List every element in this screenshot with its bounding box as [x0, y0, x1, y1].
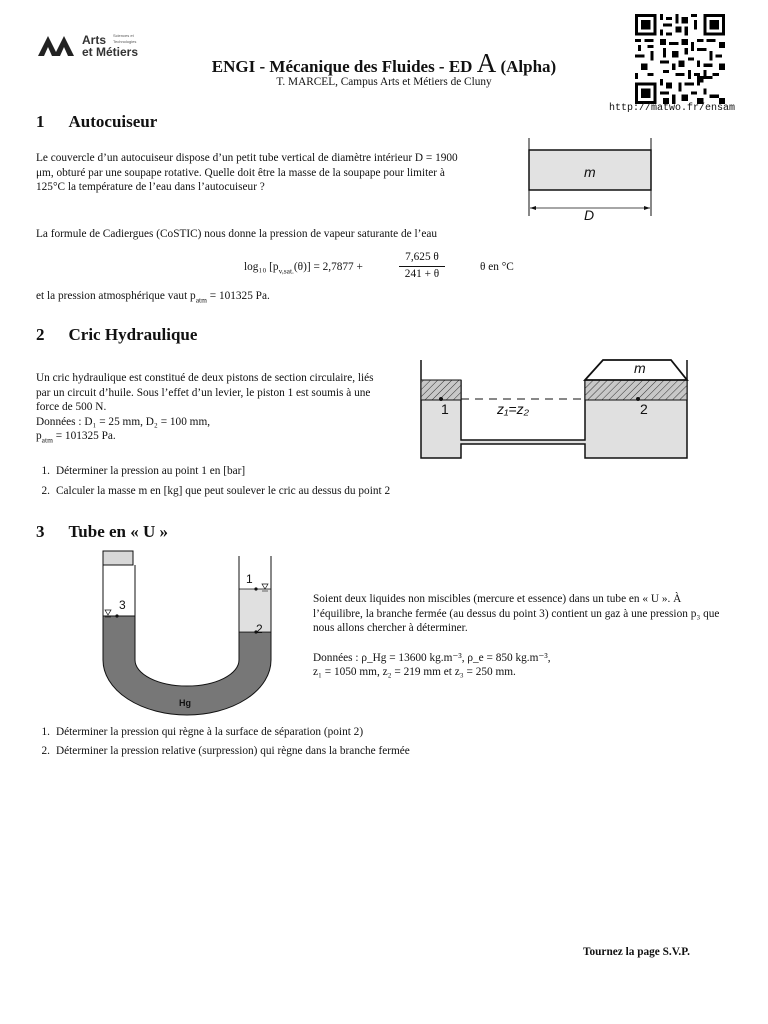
u-tube-point-3-label: 3 — [119, 598, 126, 612]
eq-unit: θ en °C — [480, 261, 514, 273]
qr-code-icon — [635, 14, 725, 104]
s2-paragraph-1: Un cric hydraulique est constitué de deux pistons de section circulaire, liés par un circuit d’huile. Sous l’effet d’un levier, le piston 1 est soumis à une force de 500 N. — [36, 372, 374, 414]
footer-turn-page: Tournez la page S.V.P. — [583, 946, 690, 958]
eq-denominator: 241 + θ — [404, 268, 440, 280]
section-1-heading — [36, 112, 157, 132]
s2-figure-jack — [416, 352, 696, 464]
title-letter: A — [476, 48, 497, 78]
logo-small-1: Sciences et — [113, 33, 134, 38]
qr-code[interactable] — [635, 14, 725, 104]
s3-question-1: 1. Déterminer la pression qui règne à la surface de séparation (point 2) — [41, 726, 364, 738]
eq-numerator: 7,625 θ — [405, 251, 439, 263]
s1-equation: log₁₀ $[p_{v,sat.}(\theta)] = 2,7877$ + 7,625 θ 241 + θ θ en °C — [244, 251, 514, 280]
hydraulic-jack-diagram — [416, 352, 696, 464]
section-3-number: 3 — [36, 522, 45, 541]
jack-point-2-label: 2 — [640, 401, 648, 417]
s3-question-list — [36, 725, 410, 759]
logo-small-2: Technologies — [113, 39, 137, 44]
s3-paragraph-3: z₁ = 1050 mm, z₂ = 219 mm et z₃ = 250 mm. — [313, 666, 516, 678]
page-title: ENGI - Mécanique des Fluides - ED A (Alpha) — [211, 48, 557, 78]
s3-question-2: 2. Déterminer la pression relative (surpression) qui règne dans la branche fermée — [41, 745, 410, 757]
valve-mass-label: m — [584, 164, 596, 180]
section-2-title: Cric Hydraulique — [68, 325, 198, 344]
s3-figure-u-tube — [96, 548, 286, 718]
section-1-title: Autocuiseur — [68, 112, 158, 131]
jack-mass-label: m — [634, 360, 646, 376]
s2-question-2: 2. Calculer la masse m en [kg] que peut soulever le cric au dessus du point 2 — [41, 485, 391, 497]
jack-level-label: z₁=z₂ — [497, 401, 529, 417]
s1-paragraph-3: et la pression atmosphérique vaut $p_{atm} = 101325$ Pa. — [36, 290, 270, 305]
page-subtitle: T. MARCEL, Campus Arts et Métiers de Cluny — [276, 76, 492, 88]
u-tube-point-2-label: 2 — [256, 622, 263, 636]
s1-figure-valve — [520, 138, 660, 228]
section-3-title: Tube en « U » — [68, 522, 169, 541]
s3-paragraph-1: Soient deux liquides non miscibles (mercure et essence) dans un tube en « U ». À l’équilibre, la branche fermée (au dessus du point 3) contient un gaz à une pression p₃ que nous allons chercher à déterminer. — [313, 593, 720, 635]
logo-text-1: Arts — [82, 33, 107, 47]
u-tube-mercury-label: Hg — [179, 698, 191, 708]
section-1-number: 1 — [36, 112, 45, 131]
s1-paragraph-2: La formule de Cadiergues (CoSTIC) nous donne la pression de vapeur saturante de l’eau — [36, 228, 438, 240]
s2-paragraph-3: $p_{atm} = 101325$ Pa. — [36, 430, 116, 445]
s2-question-list — [36, 464, 390, 499]
qr-url-link[interactable]: http://matwo.fr/ensam — [609, 103, 736, 114]
u-tube-point-1-label: 1 — [246, 572, 253, 586]
logo-text-2: et Métiers — [82, 45, 139, 59]
s1-paragraph-1: Le couvercle d’un autocuiseur dispose d’un petit tube vertical de diamètre intérieur D = 1900 μm, obturé par une soupape rotative. Quelle doit être la masse de la soupape pour limiter à 125°C la température de l’eau dans l’autocuiseur ? — [36, 152, 458, 194]
jack-point-1-label: 1 — [441, 401, 449, 417]
valve-diameter-label: D — [584, 207, 595, 223]
s2-paragraph-2: Données : D₁ = 25 mm, D₂ = 100 mm, — [36, 416, 211, 428]
s3-paragraph-2: Données : ρ_Hg = 13600 kg.m⁻³, ρ_e = 850 kg.m⁻³, — [313, 652, 551, 664]
section-2-heading — [36, 325, 197, 345]
section-3-heading — [36, 522, 168, 542]
s2-question-1: 1. Déterminer la pression au point 1 en [bar] — [41, 465, 246, 477]
section-2-number: 2 — [36, 325, 45, 344]
